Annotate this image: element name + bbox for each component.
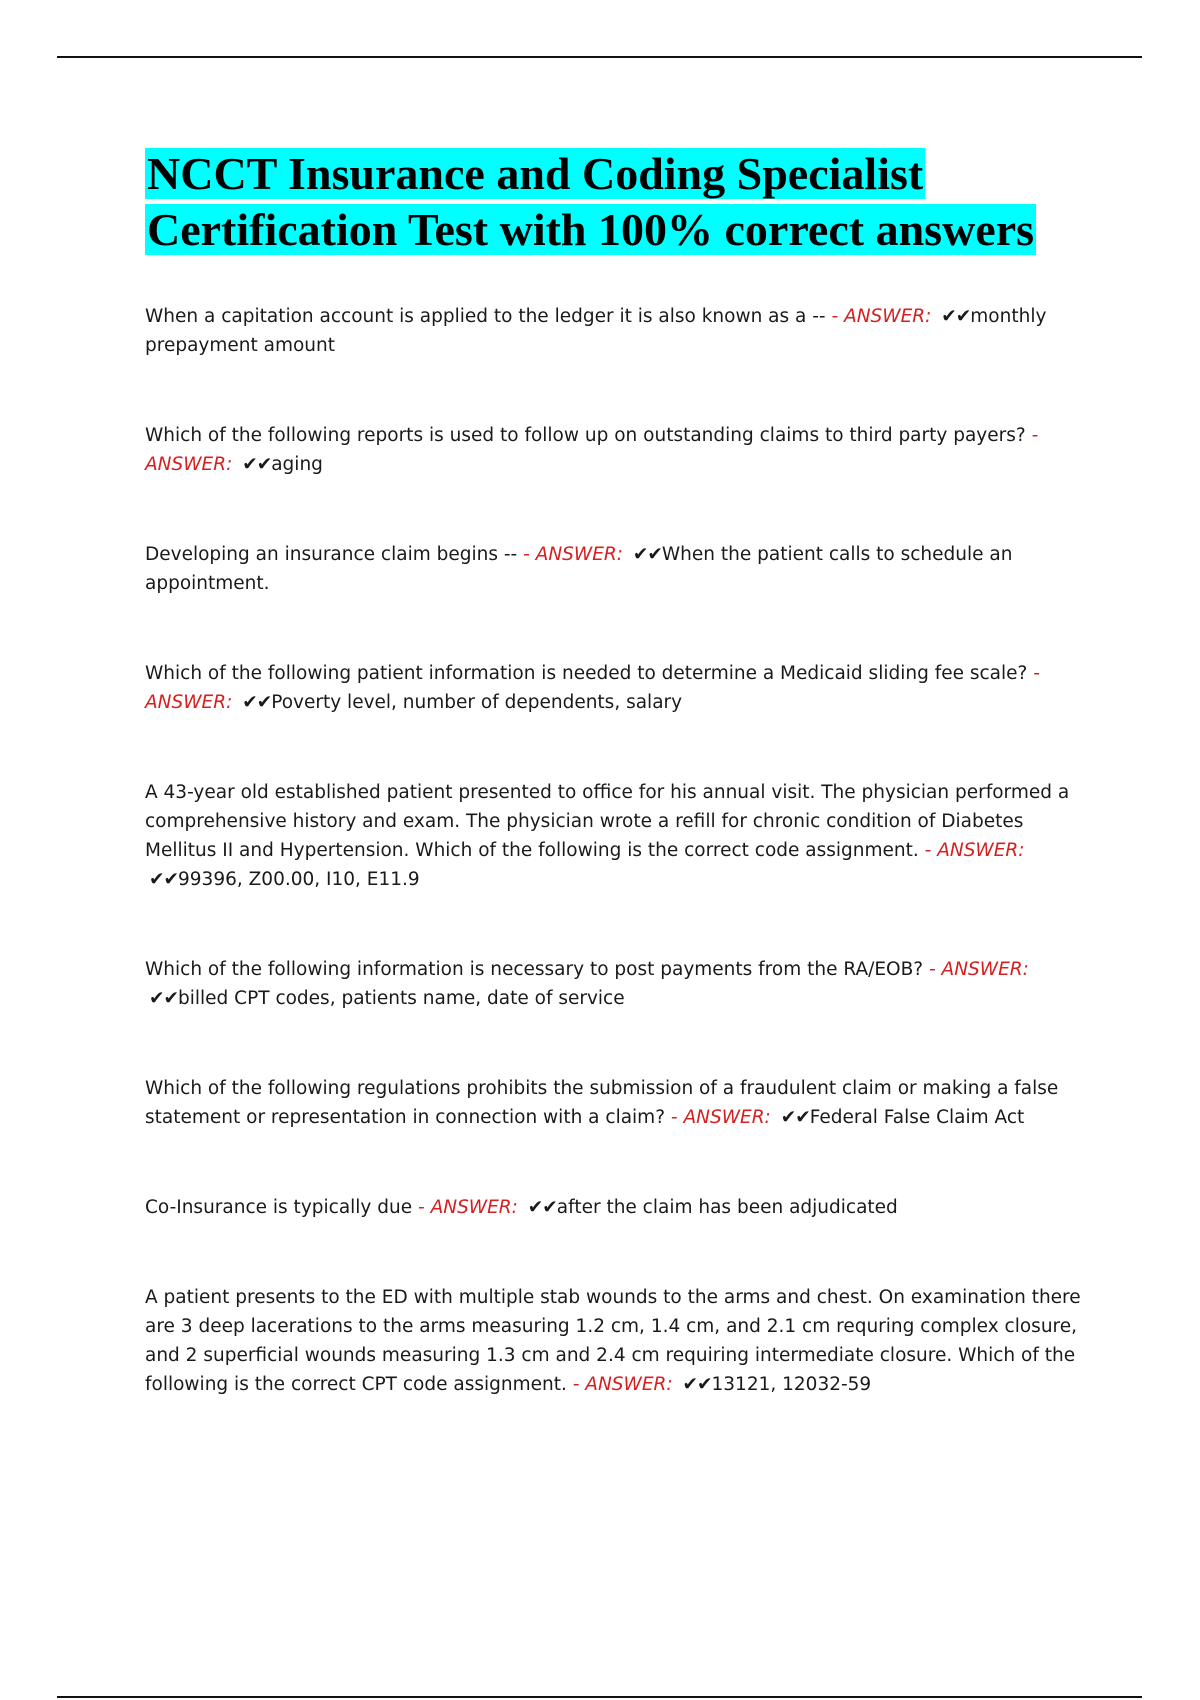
double-check-icon: ✔✔: [149, 869, 179, 890]
answer-text: When the patient calls to schedule an appointment.: [145, 544, 1013, 594]
question-text: A patient presents to the ED with multiple stab wounds to the arms and chest. On examination there are 3 deep lacerations to the arms measuring 1.2 cm, 1.4 cm, and 2.1 cm requring complex closure, and 2 superficial wounds measuring 1.3 cm and 2.4 cm requiring intermediate closure. Which of the following is the correct CPT code assignment.: [145, 1287, 1081, 1395]
answer-marker: - ANSWER:: [145, 425, 1039, 475]
qa-item: [145, 421, 1095, 479]
qa-item: [145, 1283, 1095, 1399]
double-check-icon: ✔✔: [632, 544, 662, 565]
double-check-icon: ✔✔: [527, 1197, 557, 1218]
qa-item: [145, 778, 1095, 894]
question-text: Which of the following patient information is needed to determine a Medicaid sliding fee scale?: [145, 663, 1028, 684]
qa-item: [145, 1074, 1095, 1132]
title-line-1: NCCT Insurance and Coding Specialist: [147, 148, 924, 199]
question-text: Which of the following reports is used to follow up on outstanding claims to third party payers?: [145, 425, 1026, 446]
question-text: Developing an insurance claim begins --: [145, 544, 518, 565]
qa-list: [145, 302, 1095, 1460]
answer-text: billed CPT codes, patients name, date of service: [178, 988, 625, 1009]
answer-marker: - ANSWER:: [418, 1197, 518, 1218]
answer-text: monthly prepayment amount: [145, 306, 1047, 356]
qa-item: [145, 955, 1095, 1013]
double-check-icon: ✔✔: [242, 454, 272, 475]
double-check-icon: ✔✔: [149, 988, 179, 1009]
answer-text: 99396, Z00.00, I10, E11.9: [178, 869, 420, 890]
title-line-2: Certification Test with 100% correct answers: [147, 204, 1035, 255]
top-rule: [57, 56, 1142, 58]
qa-item: [145, 302, 1095, 360]
question-text: Which of the following regulations prohibits the submission of a fraudulent claim or making a false statement or representation in connection with a claim?: [145, 1078, 1059, 1128]
answer-marker: - ANSWER:: [572, 1374, 673, 1395]
answer-text: Poverty level, number of dependents, salary: [271, 692, 683, 713]
qa-item: [145, 1193, 1095, 1222]
answer-marker: - ANSWER:: [670, 1107, 771, 1128]
question-text: A 43-year old established patient presented to office for his annual visit. The physician performed a comprehensive history and exam. The physician wrote a refill for chronic condition of Diabetes Mellitus II and Hypertension. Which of the following is the correct code assignment.: [145, 782, 1070, 861]
question-text: Which of the following information is necessary to post payments from the RA/EOB?: [145, 959, 924, 980]
qa-item: [145, 659, 1095, 717]
double-check-icon: ✔✔: [941, 306, 971, 327]
answer-marker: - ANSWER:: [929, 959, 1029, 980]
bottom-rule: [57, 1696, 1142, 1698]
answer-marker: - ANSWER:: [145, 663, 1040, 713]
double-check-icon: ✔✔: [780, 1107, 810, 1128]
answer-text: 13121, 12032-59: [711, 1374, 872, 1395]
answer-marker: - ANSWER:: [924, 840, 1025, 861]
qa-item: [145, 540, 1095, 598]
document-title: [145, 146, 1105, 258]
answer-text: aging: [271, 454, 323, 475]
question-text: When a capitation account is applied to the ledger it is also known as a --: [145, 306, 826, 327]
double-check-icon: ✔✔: [242, 692, 272, 713]
answer-marker: - ANSWER:: [831, 306, 932, 327]
answer-marker: - ANSWER:: [523, 544, 623, 565]
question-text: Co-Insurance is typically due: [145, 1197, 413, 1218]
double-check-icon: ✔✔: [682, 1374, 712, 1395]
answer-text: after the claim has been adjudicated: [556, 1197, 898, 1218]
answer-text: Federal False Claim Act: [809, 1107, 1025, 1128]
